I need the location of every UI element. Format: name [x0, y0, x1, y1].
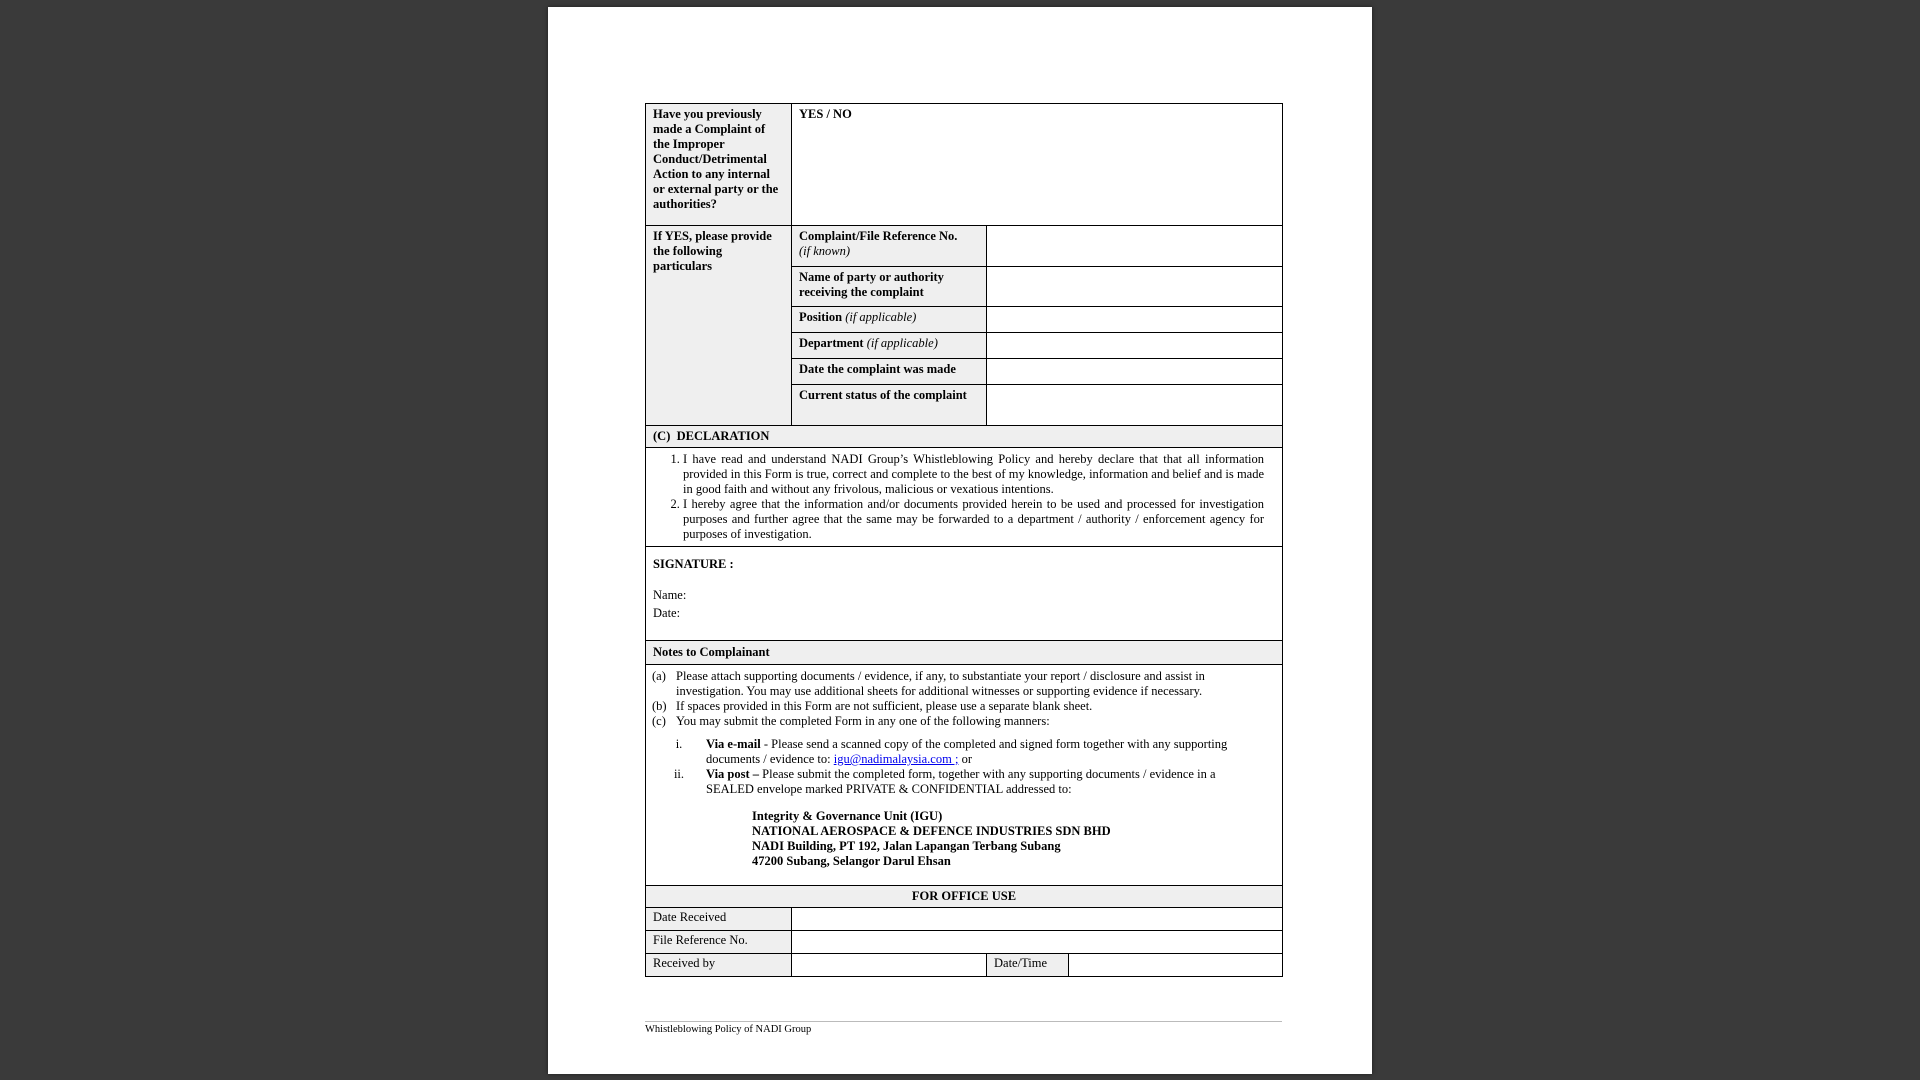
file-ref-label: File Reference No. [646, 931, 792, 954]
signature-label: SIGNATURE : [653, 557, 734, 571]
ref-no-field[interactable] [987, 226, 1283, 267]
declaration-body-row [646, 448, 1283, 547]
form-content [645, 103, 1282, 977]
signature-row [646, 547, 1283, 641]
submission-methods [652, 737, 1232, 797]
address-line-1: Integrity & Governance Unit (IGU) [752, 809, 943, 823]
document-page [548, 7, 1372, 1074]
office-received-by-row [646, 954, 1283, 977]
office-file-ref-row [646, 931, 1283, 954]
declaration-list [653, 452, 1264, 542]
mailing-address [752, 809, 1232, 869]
particulars-label-ref: Complaint/File Reference No. (if known) [792, 226, 987, 267]
address-line-2: NATIONAL AEROSPACE & DEFENCE INDUSTRIES SDN BHD [752, 824, 1111, 838]
status-field[interactable] [987, 385, 1283, 426]
notes-list [652, 669, 1232, 729]
email-link[interactable]: igu@nadimalaysia.com ; [833, 752, 959, 766]
complaint-date-field[interactable] [987, 359, 1283, 385]
received-by-label: Received by [646, 954, 792, 977]
declaration-item-1: 1. I have read and understand NADI Group’s Whistleblowing Policy and hereby declare that that all information provided in this Form is true, correct and complete to the best of my knowledge, information and belief and is made in good faith and without any frivolous, malicious or vexatious intentions. [683, 452, 1264, 497]
signature-date-label: Date: [653, 606, 681, 620]
particulars-label-position: Position (if applicable) [792, 307, 987, 333]
declaration-heading: (C) DECLARATION [646, 426, 1283, 448]
office-use-header-row [646, 886, 1283, 908]
office-date-received-row [646, 908, 1283, 931]
department-field[interactable] [987, 333, 1283, 359]
notes-body [646, 665, 1283, 886]
particulars-label-date: Date the complaint was made [792, 359, 987, 385]
via-post-item: ii. Via post – Please submit the completed form, together with any supporting documents / evidence in a SEALED envelope marked PRIVATE & CONFIDENTIAL addressed to: [673, 767, 1216, 796]
declaration-body [646, 448, 1283, 547]
page-footer: Whistleblowing Policy of NADI Group [645, 1021, 1282, 1035]
date-time-label: Date/Time [987, 954, 1069, 977]
previous-complaint-row [646, 104, 1283, 226]
particulars-label-status: Current status of the complaint [792, 385, 987, 426]
note-item-b: (b) If spaces provided in this Form are not sufficient, please use a separate blank sheet. [652, 699, 1093, 713]
particulars-label-party: Name of party or authority receiving the complaint [792, 267, 987, 307]
notes-body-row [646, 665, 1283, 886]
signature-name-label: Name: [653, 588, 687, 602]
note-item-a: (a) Please attach supporting documents / evidence, if any, to substantiate your report / disclosure and assist in investigation. You may use additional sheets for additional witnesses or supporting evidence if necessary. [652, 669, 1205, 698]
yes-no-answer[interactable]: YES / NO [792, 104, 1283, 226]
received-by-field[interactable] [792, 954, 987, 977]
party-name-field[interactable] [987, 267, 1283, 307]
date-time-field[interactable] [1069, 954, 1283, 977]
file-ref-field[interactable] [792, 931, 1283, 954]
complaint-form-table [645, 103, 1283, 977]
notes-header-row [646, 641, 1283, 665]
address-line-3: NADI Building, PT 192, Jalan Lapangan Terbang Subang [752, 839, 1061, 853]
particulars-label-department: Department (if applicable) [792, 333, 987, 359]
notes-heading: Notes to Complainant [646, 641, 1283, 665]
note-item-c: (c) You may submit the completed Form in any one of the following manners: [652, 714, 1050, 728]
date-received-field[interactable] [792, 908, 1283, 931]
office-use-heading: FOR OFFICE USE [646, 886, 1283, 908]
signature-block[interactable] [646, 547, 1283, 641]
date-received-label: Date Received [646, 908, 792, 931]
declaration-header-row [646, 426, 1283, 448]
particulars-row-1 [646, 226, 1283, 267]
address-line-4: 47200 Subang, Selangor Darul Ehsan [752, 854, 951, 868]
particulars-heading: If YES, please provide the following particulars [646, 226, 792, 426]
via-email-item: i. Via e-mail - Please send a scanned copy of the completed and signed form together with any supporting documents / evidence to: igu@nadimalaysia.com ; or [675, 737, 1228, 766]
position-field[interactable] [987, 307, 1283, 333]
declaration-item-2: 2. I hereby agree that the information and/or documents provided herein to be used and processed for investigation purposes and further agree that the same may be forwarded to a department / authority / enforcement agency for purposes of investigation. [683, 497, 1264, 542]
previous-complaint-question: Have you previously made a Complaint of the Improper Conduct/Detrimental Action to any internal or external party or the authorities? [646, 104, 792, 226]
